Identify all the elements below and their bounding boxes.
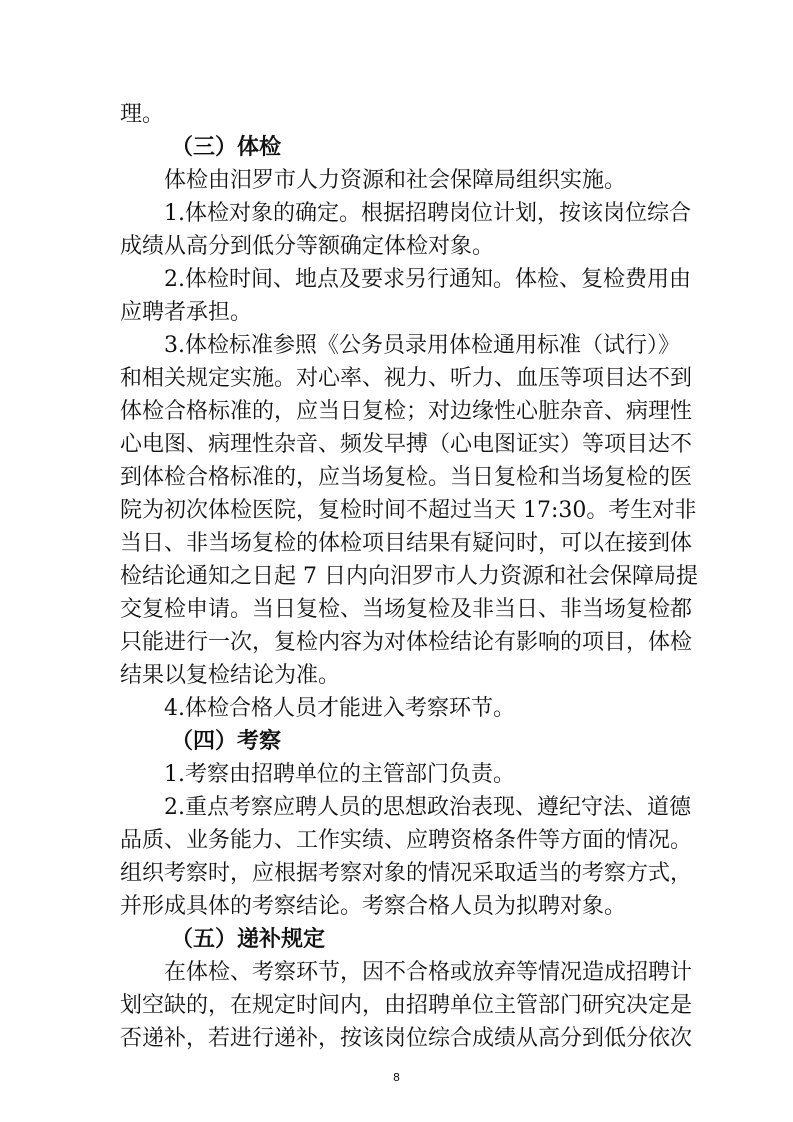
section-heading-physical-exam: （三）体检 [171, 135, 282, 160]
text-line: 只能进行一次，复检内容为对体检结论有影响的项目，体检 [120, 630, 693, 655]
text-line: 到体检合格标准的，应当场复检。当日复检和当场复检的医 [120, 465, 693, 490]
text-line: 心电图、病理性杂音、频发早搏（心电图证实）等项目达不 [120, 432, 693, 457]
text-line: 划空缺的，在规定时间内，由招聘单位主管部门研究决定是 [120, 993, 693, 1018]
text-line: 4.体检合格人员才能进入考察环节。 [164, 696, 515, 721]
section-heading-inspection: （四）考察 [171, 729, 282, 754]
text-line: 体检合格标准的，应当日复检；对边缘性心脏杂音、病理性 [120, 399, 693, 424]
text-line: 1.考察由招聘单位的主管部门负责。 [164, 762, 515, 787]
text-line: 3.体检标准参照《公务员录用体检通用标准（试行）》 [164, 333, 680, 358]
text-line: 检结论通知之日起 7 日内向汨罗市人力资源和社会保障局提 [120, 564, 698, 589]
text-line: 理。 [120, 102, 165, 127]
page-number: 8 [393, 1071, 400, 1084]
text-line: 否递补，若进行递补，按该岗位综合成绩从高分到低分依次 [120, 1026, 693, 1051]
text-line: 1.体检对象的确定。根据招聘岗位计划，按该岗位综合 [164, 201, 691, 226]
text-line: 当日、非当场复检的体检项目结果有疑问时，可以在接到体 [120, 531, 693, 556]
text-line: 2.重点考察应聘人员的思想政治表现、遵纪守法、道德 [164, 795, 691, 820]
text-line: 结果以复检结论为准。 [120, 663, 341, 688]
text-line: 2.体检时间、地点及要求另行通知。体检、复检费用由 [164, 267, 691, 292]
text-line: 在体检、考察环节，因不合格或放弃等情况造成招聘计 [164, 960, 693, 985]
text-line: 院为初次体检医院，复检时间不超过当天 17:30。考生对非 [120, 498, 697, 523]
text-line: 成绩从高分到低分等额确定体检对象。 [120, 234, 495, 259]
text-line: 和相关规定实施。对心率、视力、听力、血压等项目达不到 [120, 366, 693, 391]
text-line: 应聘者承担。 [120, 300, 253, 325]
text-line: 组织考察时，应根据考察对象的情况采取适当的考察方式， [120, 861, 693, 886]
section-heading-replacement: （五）递补规定 [171, 927, 326, 952]
text-line: 品质、业务能力、工作实绩、应聘资格条件等方面的情况。 [120, 828, 693, 853]
text-line: 并形成具体的考察结论。考察合格人员为拟聘对象。 [120, 894, 627, 919]
text-line: 交复检申请。当日复检、当场复检及非当日、非当场复检都 [120, 597, 693, 622]
text-line: 体检由汨罗市人力资源和社会保障局组织实施。 [164, 168, 627, 193]
